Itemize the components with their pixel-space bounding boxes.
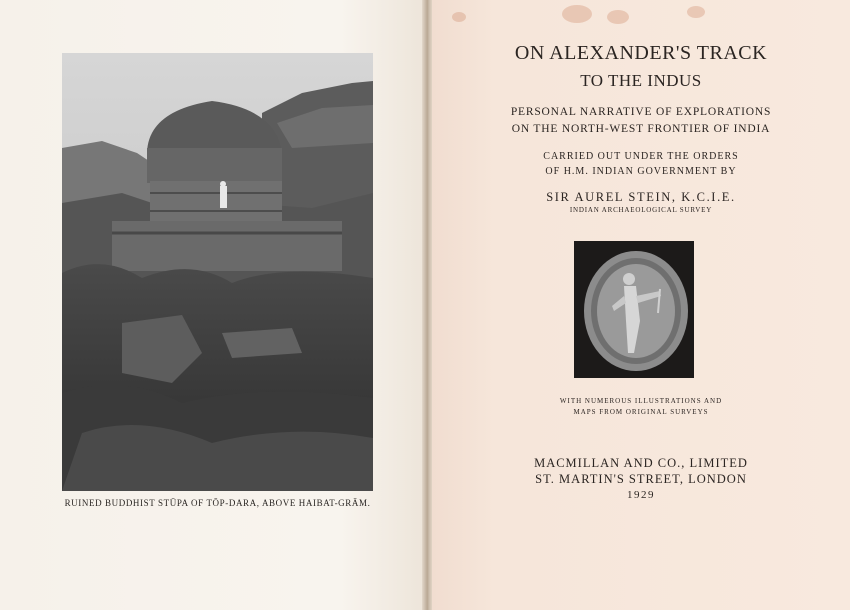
illustrations-note-line2: MAPS FROM ORIGINAL SURVEYS	[573, 408, 709, 416]
foxing-stain	[452, 12, 466, 22]
subtitle-line2: ON THE NORTH-WEST FRONTIER OF INDIA	[511, 123, 771, 135]
foxing-stain	[562, 5, 592, 23]
book-title-line2: TO THE INDUS	[580, 71, 702, 90]
illustrations-note-line1: WITH NUMEROUS ILLUSTRATIONS AND	[559, 397, 723, 405]
book-title-line1: ON ALEXANDER'S TRACK	[514, 42, 768, 64]
commission-line2: OF H.M. INDIAN GOVERNMENT BY	[545, 166, 737, 177]
author-name: SIR AUREL STEIN, K.C.I.E.	[546, 190, 736, 204]
foxing-stain	[687, 6, 705, 18]
title-page	[432, 0, 850, 610]
frontispiece-caption: RUINED BUDDHIST STŪPA OF TŌP-DARA, ABOVE HAIBAT-GRĀM.	[64, 498, 371, 508]
author-affiliation: INDIAN ARCHAEOLOGICAL SURVEY	[569, 206, 713, 214]
publisher-address: ST. MARTIN'S STREET, LONDON	[535, 472, 747, 486]
publisher-name: MACMILLAN AND CO., LIMITED	[534, 456, 748, 470]
medallion-image	[574, 241, 694, 378]
foxing-stain	[607, 10, 629, 24]
commission-line1: CARRIED OUT UNDER THE ORDERS	[543, 151, 739, 162]
subtitle-line1: PERSONAL NARRATIVE OF EXPLORATIONS	[510, 106, 772, 118]
publication-year: 1929	[627, 489, 655, 501]
frontispiece-photo	[62, 53, 373, 491]
